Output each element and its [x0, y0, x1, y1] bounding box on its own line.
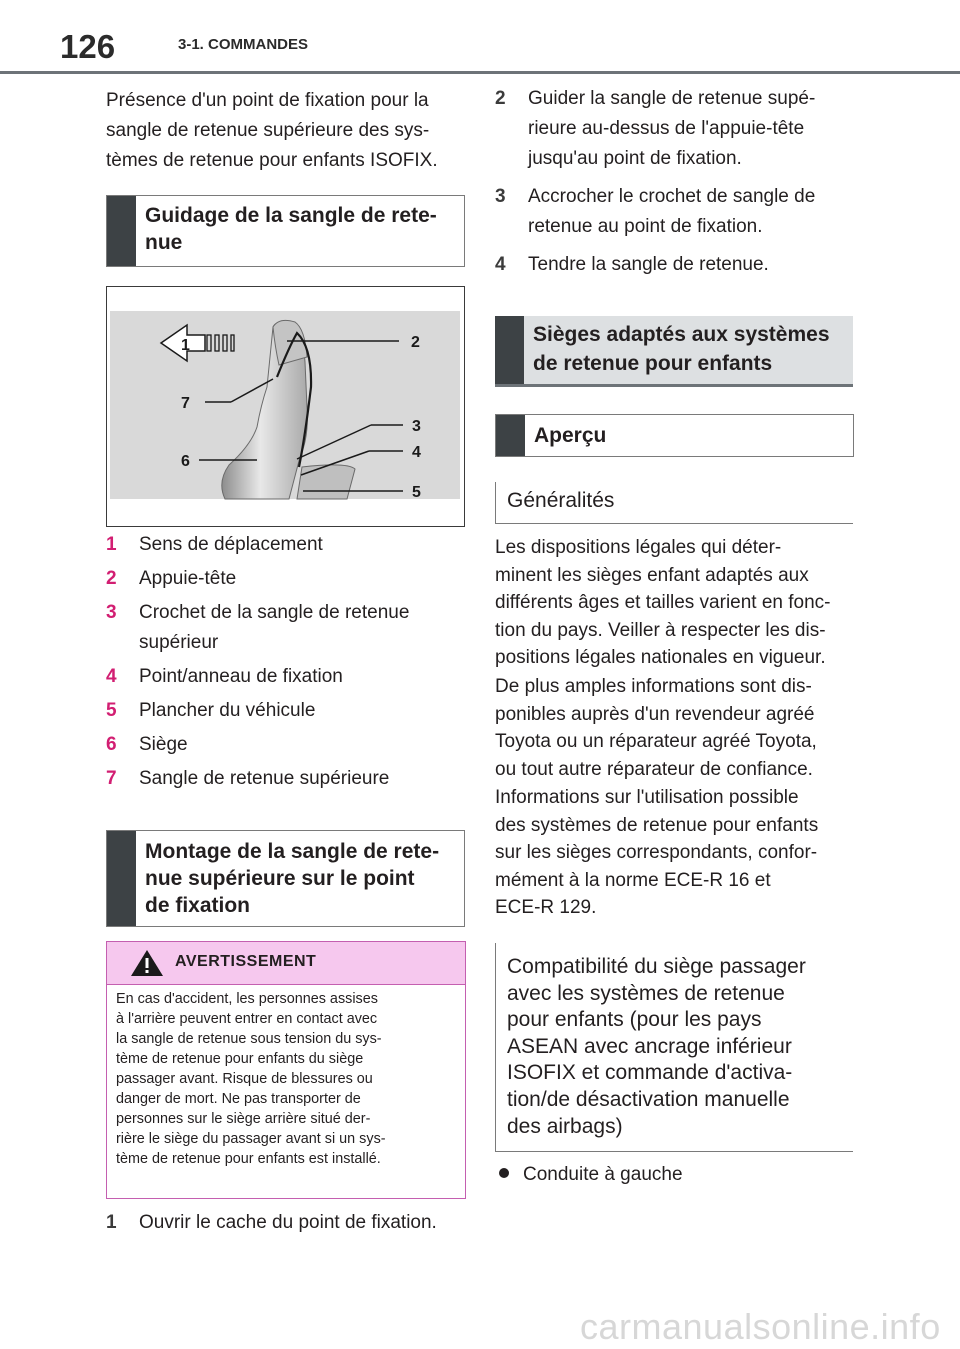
- figure-legend: [106, 530, 466, 798]
- fig-label-3: 3: [412, 418, 421, 435]
- header-rule: [0, 71, 960, 74]
- legend-item: 7 Sangle de retenue supérieure: [106, 768, 390, 789]
- legend-item: 4 Point/anneau de fixation: [106, 666, 343, 687]
- paragraph-utilisation: Informations sur l'utilisation possible des systèmes de retenue pour enfants sur les sièges correspondants, confor- mément à la norme ECE-R 16 et ECE-R 129.: [495, 787, 819, 918]
- subheading-compatibilite: Compatibilité du siège passager avec les systèmes de retenue pour enfants (pour les pays ASEAN avec ancrage inférieur ISOFIX et commande d'activa- tion/de désactivation manuelle des airbags): [495, 943, 853, 1152]
- legend-item: 6 Siège: [106, 734, 188, 755]
- step-item: 4 Tendre la sangle de retenue.: [495, 254, 769, 275]
- step-list-right: [495, 84, 865, 284]
- bullet-icon: [499, 1168, 509, 1178]
- heading-apercu: Aperçu: [495, 414, 854, 457]
- fig-label-2: 2: [411, 334, 420, 351]
- fig-label-6: 6: [181, 453, 190, 470]
- warning-text: En cas d'accident, les personnes assises à l'arrière peuvent entrer en contact avec la sangle de retenue sous tension du sys- tème de retenue pour enfants du siège passager avant. Risque de blessures ou danger de mort. Ne pas transporter de personnes sur le siège arrière situé der- rière le siège du passager avant si un sys- tème de retenue pour enfants est installé.: [116, 991, 386, 1167]
- heading-guidage: Guidage de la sangle de rete- nue: [106, 195, 465, 267]
- step-list-left: [106, 1208, 476, 1242]
- warning-header: [107, 942, 465, 985]
- warning-box: [106, 941, 466, 1199]
- step-item: 3 Accrocher le crochet de sangle de retenue au point de fixation.: [495, 186, 816, 237]
- paragraph-informations: De plus amples informations sont dis- ponibles auprès d'un revendeur agréé Toyota ou un réparateur agréé Toyota, ou tout autre réparateur de confiance.: [495, 676, 817, 780]
- page-number: 126: [60, 28, 116, 65]
- bullet-item: Conduite à gauche: [499, 1160, 683, 1190]
- intro-paragraph: Présence d'un point de fixation pour la sangle de retenue supérieure des sys- tèmes de retenue pour enfants ISOFIX.: [106, 90, 438, 171]
- legend-item: 5 Plancher du véhicule: [106, 700, 316, 721]
- legend-item: 3 Crochet de la sangle de retenue supérieur: [106, 602, 410, 653]
- warning-title: AVERTISSEMENT: [175, 953, 317, 970]
- legend-item: 1 Sens de déplacement: [106, 534, 323, 555]
- section-title: 3-1. COMMANDES: [178, 36, 309, 53]
- fig-label-1: 1: [181, 337, 190, 354]
- step-item: 1 Ouvrir le cache du point de fixation.: [106, 1212, 437, 1233]
- heading-montage: Montage de la sangle de rete- nue supérieure sur le point de fixation: [106, 830, 465, 927]
- heading-sieges: Sièges adaptés aux systèmes de retenue pour enfants: [495, 316, 853, 387]
- fig-label-4: 4: [412, 444, 421, 461]
- seat-tether-figure: [106, 286, 465, 527]
- step-item: 2 Guider la sangle de retenue supé- rieure au-dessus de l'appuie-tête jusqu'au point de fixation.: [495, 88, 816, 169]
- warning-triangle-icon: [129, 948, 165, 978]
- fig-label-7: 7: [181, 395, 190, 412]
- legend-item: 2 Appuie-tête: [106, 568, 237, 589]
- fig-label-5: 5: [412, 484, 421, 501]
- watermark: carmanualsonline.info: [580, 1306, 941, 1347]
- subheading-generalites: Généralités: [495, 482, 853, 524]
- paragraph-dispositions: Les dispositions légales qui déter- minent les sièges enfant adaptés aux différents âges et tailles varient en fonc- tion du pays. Veiller à respecter les dis- positions légales nationales en vigueur.: [495, 537, 831, 668]
